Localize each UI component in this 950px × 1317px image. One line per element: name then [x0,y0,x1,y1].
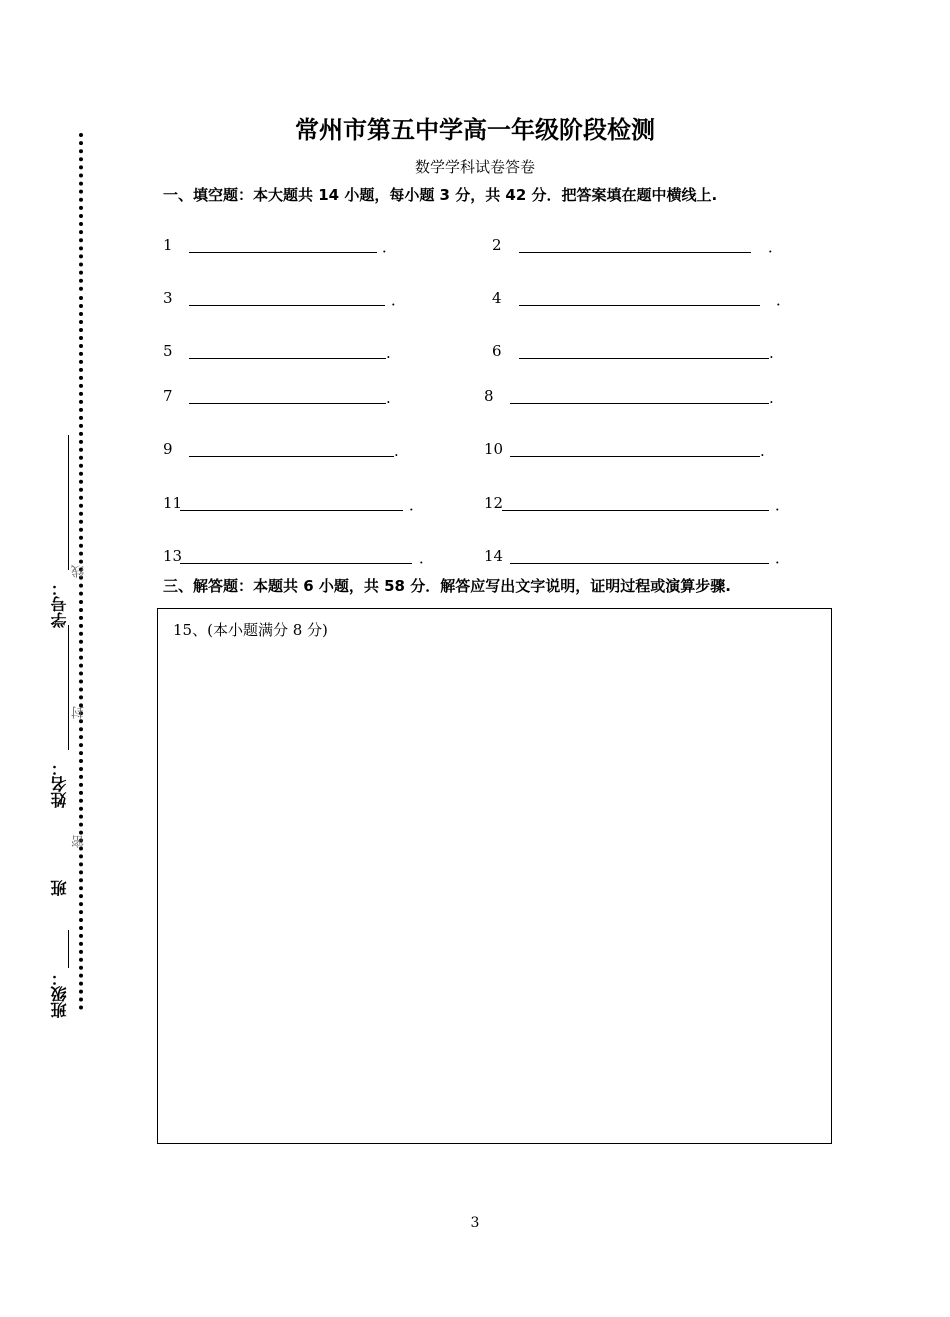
blank-end-mark: ． [775,549,791,567]
blank-end-mark: . [394,442,399,460]
answer-blank[interactable] [519,305,760,306]
blank-number: 6 [492,342,502,360]
answer-blank[interactable] [510,563,769,564]
blank-end-mark: ． [776,291,792,309]
answer-blank[interactable] [180,563,412,564]
blank-number: 2 [492,236,502,254]
blank-number: 8 [484,387,494,405]
blank-end-mark: ． [409,496,425,514]
answer-blank[interactable] [502,510,769,511]
blank-end-mark: ． [768,238,784,256]
blank-number: 14 [484,547,504,565]
answer-blank[interactable] [519,358,769,359]
page-subtitle: 数学学科试卷答卷 [414,158,535,176]
blank-number: 5 [163,342,173,360]
blank-end-mark: ． [382,238,398,256]
answer-blank[interactable] [519,252,751,253]
answer-blank[interactable] [189,456,394,457]
blank-end-mark: . [769,389,774,407]
id-underline [68,435,69,570]
class-underline [68,930,69,968]
page-title: 常州市第五中学高一年级阶段检测 [295,116,655,144]
answer-box-label: 15、(本小题满分 8 分) [173,621,328,639]
blank-number: 12 [484,494,504,512]
answer-blank[interactable] [189,358,386,359]
blank-end-mark: . [769,344,774,362]
section-solve-heading: 三、解答题：本题共 6 小题，共 58 分．解答应写出文字说明，证明过程或演算步骤. [163,577,731,595]
class-label: 班级： [50,970,69,1018]
name-label: 姓名： [50,760,69,808]
seal-char-line: 线 [72,565,87,578]
blank-end-mark: . [386,389,391,407]
blank-number: 9 [163,440,173,458]
blank-number: 1 [163,236,173,254]
blank-number: 10 [484,440,504,458]
answer-blank[interactable] [510,403,769,404]
blank-number: 4 [492,289,502,307]
section-fill-heading: 一、填空题：本大题共 14 小题，每小题 3 分，共 42 分．把答案填在题中横线上. [163,186,718,204]
blank-end-mark: ． [775,496,791,514]
blank-end-mark: . [760,442,765,460]
name-underline [68,625,69,750]
seal-char-secret: 密 [72,835,87,848]
answer-blank[interactable] [510,456,760,457]
seal-char-seal: 封 [72,706,87,719]
dotted-seal-line-low [79,600,83,1010]
blank-number: 11 [163,494,183,512]
answer-blank[interactable] [180,510,403,511]
blank-number: 13 [163,547,183,565]
answer-box-q15[interactable] [157,608,832,1144]
dotted-seal-line-mid [79,296,83,596]
blank-number: 7 [163,387,173,405]
blank-end-mark: . [386,344,391,362]
id-label: 学号： [50,580,69,628]
answer-blank[interactable] [189,252,377,253]
blank-number: 3 [163,289,173,307]
class-char: 班 [50,880,69,896]
blank-end-mark: ． [391,291,407,309]
blank-end-mark: ． [419,549,435,567]
page-number: 3 [470,1215,480,1231]
answer-blank[interactable] [189,305,385,306]
answer-blank[interactable] [189,403,386,404]
